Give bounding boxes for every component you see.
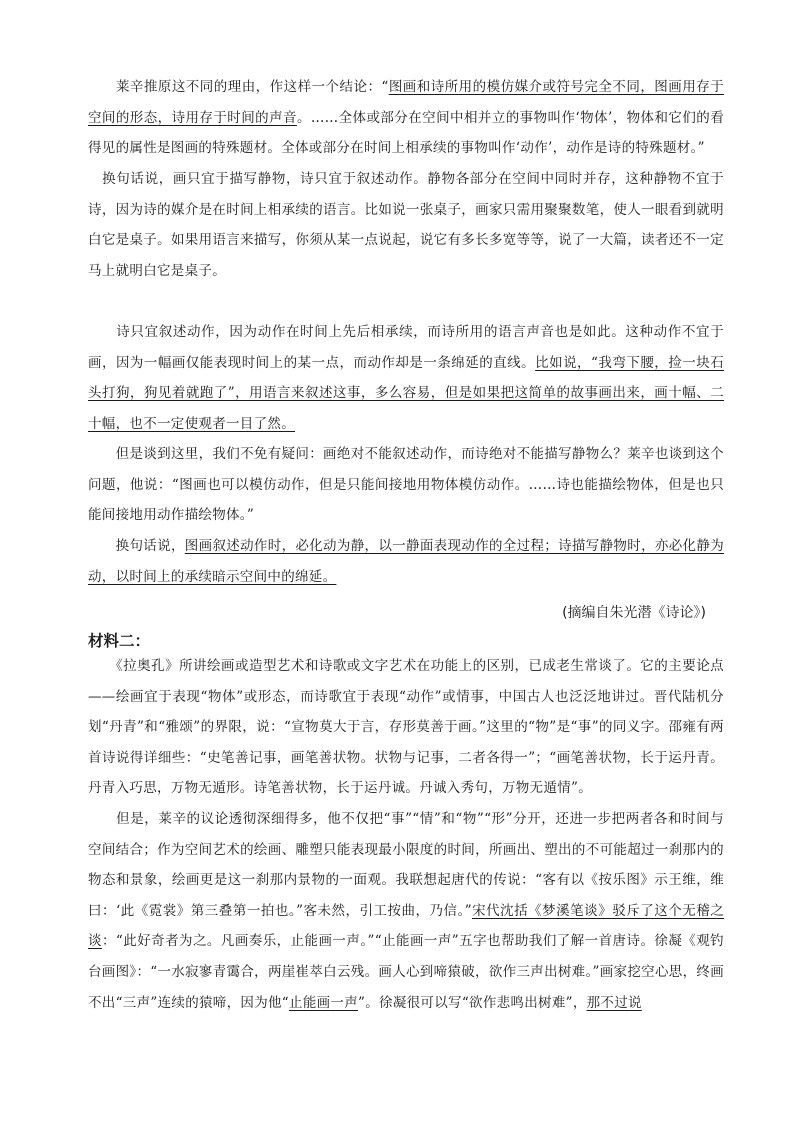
paragraph-text: 换句话说，画只宜于描写静物，诗只宜于叙述动作。静物各部分在空间中同时并存，这种静物不宜于诗，因为诗的媒介是在时间上相承续的语言。比如说一张桌子，画家只需用聚聚数笔，使人一眼看到就明白它是桌子。如果用语言来描写，你须从某一点说起，说它有多长多宽等等，说了一大篇，读者还不一定马上就明白它是桌子。 [88,171,724,279]
underlined-text: 止能画一声 [289,994,359,1011]
paragraph-text: 但是谈到这里，我们不免有疑问：画绝对不能叙述动作，而诗绝对不能描写静物么？莱辛也谈到这个问题，他说：“图画也可以模仿动作，但是只能间接地用物体模仿动作。……诗也能描绘物体，但是也只能间接地用动作描绘物体。” [88,446,724,524]
underlined-text: 宋代沈括《梦溪笔谈》驳斥了这个无稽之谈 [88,902,725,950]
underlined-text: 比如说，“我弯下腰，捡一块石头打狗，狗见着就跑了”，用语言来叙述这事，多么容易，但是如果把这简单的故事画出来，画十幅、二十幅，也不一定使观者一目了然。 [88,354,724,432]
paragraph-4 [88,439,724,531]
section-heading: 材料二： [88,632,151,650]
paragraph-7 [88,804,724,1018]
source-citation: (摘编自朱光潜《诗论》) [562,605,706,621]
paragraph-text: 莱辛推原这不同的理由，作这样一个结论：“ [88,79,389,95]
paragraph-text: 《拉奥孔》所讲绘画或造型艺术和诗歌或文字艺术在功能上的区别，已成老生常谈了。它的主要论点——绘画宜于表现“物体”或形态，而诗歌宜于表现“动作”或情事，中国古人也泛泛地讲过。晋代陆机分划“丹青”和“雅颂”的界限，说：“宣物莫大于言，存形莫善于画。”这里的“物”是“事”的同义字。邵雍有两首诗说得详细些：“史笔善记事，画笔善状物。状物与记事，二者各得一”；“画笔善状物，长于运丹青。丹青入巧思，万物无遁形。诗笔善状物，长于运丹诚。丹诚入秀句，万物无遁情”。 [88,658,724,797]
paragraph-text: 但是，莱辛的议论透彻深细得多，他不仅把“事”“情”和“物”“形”分开，还进一步把两者各和时间与空间结合；作为空间艺术的绘画、雕塑只能表现最小限度的时间，所画出、塑出的不可能超过一刹那内的物态和景象，绘画更是这一刹那内景物的一面观。我联想起唐代的传说：“客有以《按乐图》示王维，维曰：‘此《霓裳》第三叠第一拍也。”客未然，引工按曲，乃信。” [88,811,724,919]
paragraph-text: 换句话说， [88,538,185,554]
paragraph-1 [88,72,724,164]
paragraph-5 [88,531,724,592]
paragraph-text: 诗只宜叙述动作，因为动作在时间上先后相承续，而诗所用的语言声音也是如此。这种动作不宜于画，因为一幅画仅能表现时间上的某一点，而动作却是一条绵延的直线。 [88,324,724,371]
underlined-text: 图画和诗所用的模仿媒介或符号完全不同，图画用存于空间的形态，诗用存于时间的声音 [88,79,724,126]
underlined-text: 图画叙述动作时，必化动为静，以一静面表现动作的全过程；诗描写静物时，亦必化静为动，以时间上的承续暗示空间中的绵延。 [88,538,724,585]
paragraph-3 [88,317,724,439]
paragraph-2 [88,164,724,286]
underlined-text: 那不过说 [586,994,642,1011]
paragraph-text: ：“此好奇者为之。凡画奏乐，止能画一声。”“止能画一声”五字也帮助我们了解一首唐诗。徐凝《观钓台画图》：“一水寂寥青霭合，两崖崔萃白云残。画人心到啼猿破，欲作三声出树难。”画家挖空心思，终画不出“三声”连续的猿啼，因为他“ [88,933,724,1011]
paragraph-text: 。……全体或部分在空间中相并立的事物叫作‘物体’，物体和它们的看得见的属性是图画的特殊题材。全体或部分在时间上相承续的事物叫作‘动作’，动作是诗的特殊题材。” [88,109,724,157]
paragraph-6 [88,651,724,804]
paragraph-text: ”。徐凝很可以写“欲作悲鸣出树难”， [358,994,587,1011]
